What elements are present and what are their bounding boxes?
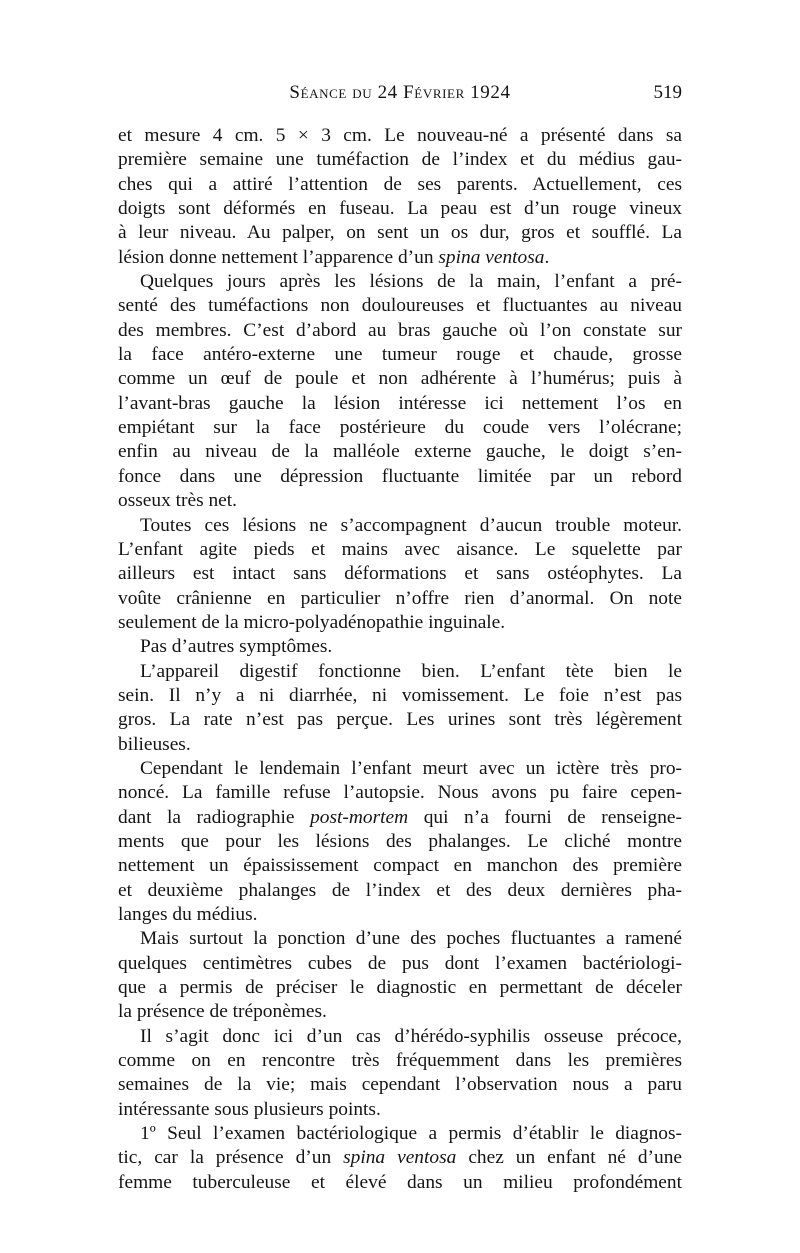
body-text (118, 124, 682, 1195)
text-line: l’avant-bras gauche la lésion intéresse ici nettement l’os en (118, 392, 682, 414)
text-line: L’appareil digestif fonctionne bien. L’enfant tète bien le (140, 660, 682, 682)
text-line: ments que pour les lésions des phalanges. Le cliché montre (118, 830, 682, 852)
text-line: lésion donne nettement l’apparence d’un spina ventosa. (118, 246, 550, 268)
text-line: seulement de la micro-polyadénopathie inguinale. (118, 611, 506, 633)
text-line: et deuxième phalanges de l’index et des deux dernières pha- (118, 879, 682, 901)
text-line: Pas d’autres symptômes. (140, 636, 333, 658)
text-line: tic, car la présence d’un spina ventosa chez un enfant né d’une (118, 1147, 682, 1169)
text-line: fonce dans une dépression fluctuante limitée par un rebord (118, 465, 682, 487)
running-head (118, 82, 682, 108)
text-line: gros. La rate n’est pas perçue. Les urines sont très légèrement (118, 709, 682, 731)
text-line: L’enfant agite pieds et mains avec aisance. Le squelette par (118, 538, 682, 560)
text-line: Mais surtout la ponction d’une des poches fluctuantes a ramené (140, 928, 682, 950)
text-line: la présence de tréponèmes. (118, 1001, 327, 1023)
page-number: 519 (653, 82, 682, 103)
text-line: première semaine une tuméfaction de l’index et du médius gau- (118, 149, 682, 171)
text-line: que a permis de préciser le diagnostic en permettant de déceler (118, 977, 682, 999)
text-line: Cependant le lendemain l’enfant meurt avec un ictère très pro- (140, 757, 682, 779)
text-line: enfin au niveau de la malléole externe gauche, le doigt s’en- (118, 441, 682, 463)
text-line: semaines de la vie; mais cependant l’observation nous a paru (118, 1074, 682, 1096)
text-line: quelques centimètres cubes de pus dont l’examen bactériologi- (118, 952, 682, 974)
text-line: la face antéro-externe une tumeur rouge et chaude, grosse (118, 344, 682, 366)
text-line: ches qui a attiré l’attention de ses parents. Actuellement, ces (118, 173, 682, 195)
text-line: voûte crânienne en particulier n’offre rien d’anormal. On note (118, 587, 682, 609)
text-line: dant la radiographie post-mortem qui n’a fourni de renseigne- (118, 806, 682, 828)
text-line: femme tuberculeuse et élevé dans un milieu profondément (118, 1171, 682, 1193)
text-line: Quelques jours après les lésions de la main, l’enfant a pré- (140, 271, 682, 293)
text-line: bilieuses. (118, 733, 191, 755)
text-line: 1º Seul l’examen bactériologique a permis d’établir le diagnos- (140, 1123, 682, 1145)
text-line: doigts sont déformés en fuseau. La peau est d’un rouge vineux (118, 198, 682, 220)
text-line: comme un œuf de poule et non adhérente à l’humérus; puis à (118, 368, 682, 390)
text-line: empiétant sur la face postérieure du coude vers l’olécrane; (118, 417, 682, 439)
text-line: comme on en rencontre très fréquemment dans les premières (118, 1050, 682, 1072)
text-line: osseux très net. (118, 490, 238, 512)
text-line: nettement un épaississement compact en manchon des première (118, 855, 682, 877)
text-line: à leur niveau. Au palper, on sent un os dur, gros et soufflé. La (118, 222, 682, 244)
text-line: Toutes ces lésions ne s’accompagnent d’aucun trouble moteur. (140, 514, 682, 536)
text-line: ailleurs est intact sans déformations et sans ostéophytes. La (118, 563, 682, 585)
text-line: des membres. C’est d’abord au bras gauche où l’on constate sur (118, 319, 682, 341)
text-line: et mesure 4 cm. 5 × 3 cm. Le nouveau-né a présenté dans sa (118, 125, 682, 146)
text-line: noncé. La famille refuse l’autopsie. Nous avons pu faire cepen- (118, 782, 682, 804)
running-title: Séance du 24 Février 1924 (289, 82, 511, 103)
text-line: intéressante sous plusieurs points. (118, 1098, 381, 1120)
text-line: sein. Il n’y a ni diarrhée, ni vomissement. Le foie n’est pas (118, 684, 682, 706)
text-line: langes du médius. (118, 904, 258, 925)
text-line: Il s’agit donc ici d’un cas d’hérédo-syphilis osseuse précoce, (140, 1025, 682, 1047)
text-line: senté des tuméfactions non douloureuses et fluctuantes au niveau (118, 295, 682, 317)
